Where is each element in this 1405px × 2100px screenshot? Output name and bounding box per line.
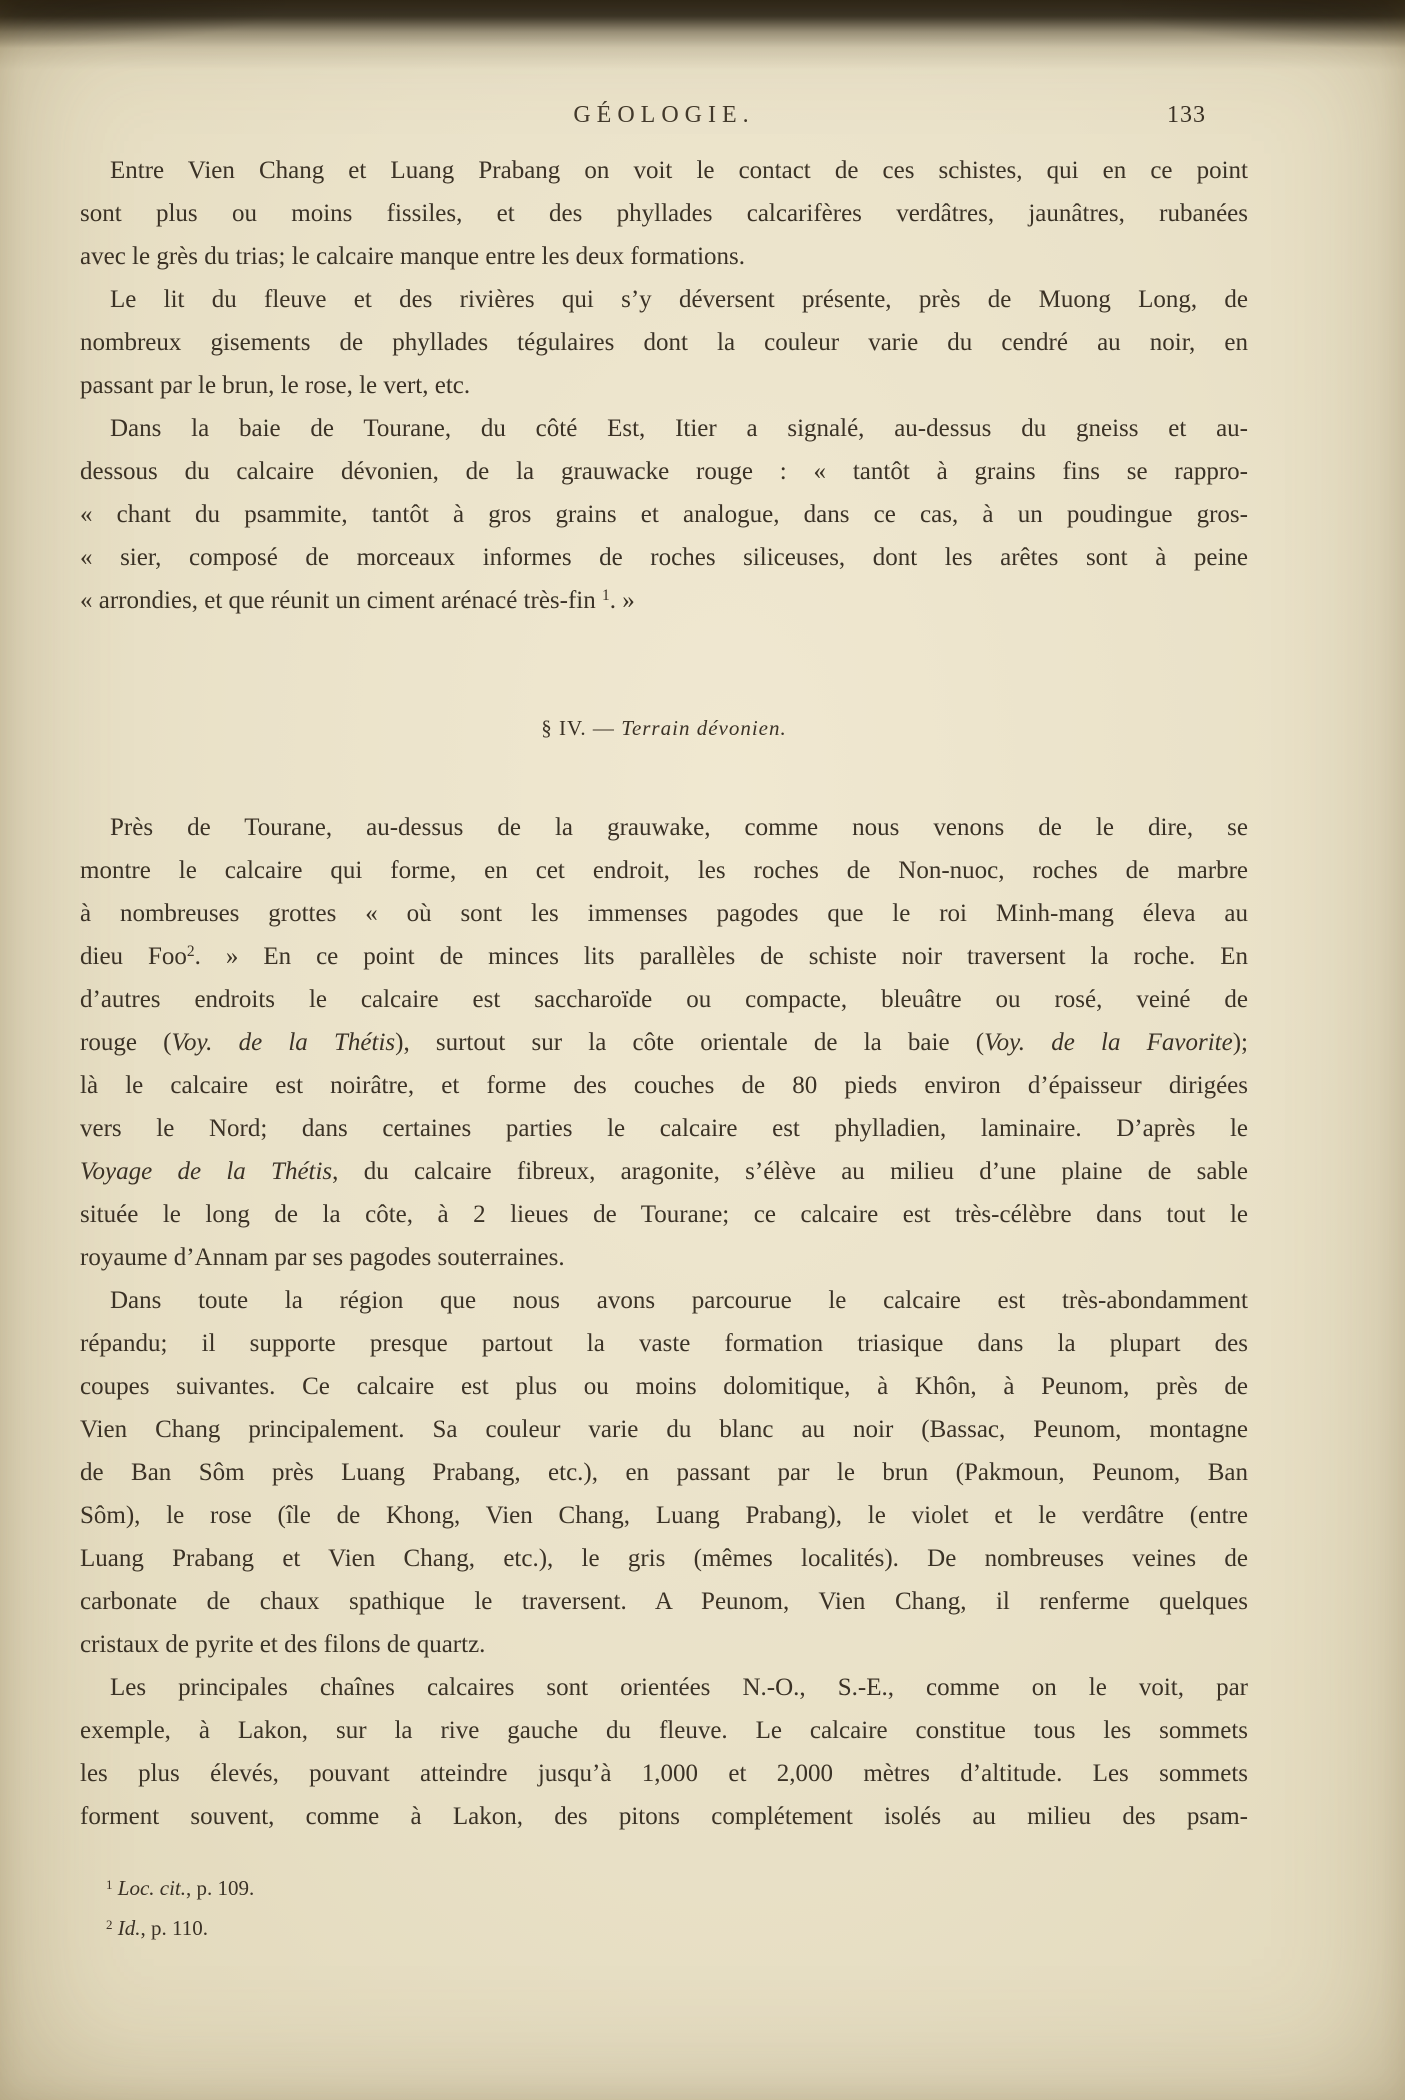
text-line: Les principales chaînes calcaires sont orientées N.-O., S.-E., comme on le voit, par [110,1674,1248,1701]
paragraph [80,278,1248,407]
text-line: là le calcaire est noirâtre, et forme des couches de 80 pieds environ d’épaisseur dirigées [80,1072,1248,1099]
page-header [80,102,1248,136]
text-line: répandu; il supporte presque partout la vaste formation triasique dans la plupart des [80,1330,1248,1357]
text-line: Le lit du fleuve et des rivières qui s’y déversent présente, près de Muong Long, de [110,286,1248,313]
text-line: d’autres endroits le calcaire est saccharoïde ou compacte, bleuâtre ou rosé, veiné de [80,986,1248,1013]
footnote: $^2$ Id., p. 110. [106,1916,208,1940]
footnote: $^1$ Loc. cit., p. 109. [106,1876,255,1900]
text-line: passant par le brun, le rose, le vert, etc. [80,372,471,399]
text-line: vers le Nord; dans certaines parties le calcaire est phylladien, laminaire. D’après le [80,1115,1248,1142]
text-line: Voyage de la Thétis, du calcaire fibreux, aragonite, s’élève au milieu d’une plaine de sable [80,1158,1248,1185]
text-line: « chant du psammite, tantôt à gros grains et analogue, dans ce cas, à un poudingue gros- [80,501,1248,528]
text-line: avec le grès du trias; le calcaire manque entre les deux formations. [80,243,745,270]
text-line: rouge (Voy. de la Thétis), surtout sur la côte orientale de la baie (Voy. de la Favorite); [80,1029,1248,1056]
text-line: cristaux de pyrite et des filons de quartz. [80,1631,486,1658]
text-line: « sier, composé de morceaux informes de roches siliceuses, dont les arêtes sont à peine [80,544,1248,571]
page-number: 133 [1167,102,1206,128]
text-line: les plus élevés, pouvant atteindre jusqu’à 1,000 et 2,000 mètres d’altitude. Les sommets [80,1760,1248,1787]
running-title: GÉOLOGIE. [573,102,755,128]
text-line: Dans la baie de Tourane, du côté Est, Itier a signalé, au-dessus du gneiss et au- [110,415,1248,442]
scan-edge-shadow [0,0,1405,80]
text-line: Dans toute la région que nous avons parcourue le calcaire est très-abondamment [110,1287,1248,1314]
text-line: exemple, à Lakon, sur la rive gauche du fleuve. Le calcaire constitue tous les sommets [80,1717,1248,1744]
text-line: dessous du calcaire dévonien, de la grauwacke rouge : « tantôt à grains fins se rappro- [80,458,1248,485]
footnote-marker: 2 [106,1916,113,1932]
section-heading [80,710,1248,746]
footnote-marker: 2 [186,943,195,961]
text-line: Entre Vien Chang et Luang Prabang on voit le contact de ces schistes, qui en ce point [110,157,1248,184]
text-line: Luang Prabang et Vien Chang, etc.), le gris (mêmes localités). De nombreuses veines de [80,1545,1248,1572]
text-line: forment souvent, comme à Lakon, des pitons complétement isolés au milieu des psam- [80,1803,1248,1830]
text-line: « arrondies, et que réunit un ciment arénacé très-fin $^1$. » [80,587,635,614]
text-column [80,149,1248,1838]
paragraph [80,407,1248,622]
text-line: Sôm), le rose (île de Khong, Vien Chang, Luang Prabang), le violet et le verdâtre (entre [80,1502,1248,1529]
paragraph [80,149,1248,278]
text-line: carbonate de chaux spathique le traversent. A Peunom, Vien Chang, il renferme quelques [80,1588,1248,1615]
text-line: sont plus ou moins fissiles, et des phyllades calcarifères verdâtres, jaunâtres, rubanées [80,200,1248,227]
footnote-marker: 1 [106,1876,113,1892]
paragraph [80,1666,1248,1838]
footnote-marker: 1 [602,587,610,605]
footnotes [80,1868,1248,1948]
text-line: coupes suivantes. Ce calcaire est plus ou moins dolomitique, à Khôn, à Peunom, près de [80,1373,1248,1400]
paragraph [80,806,1248,1279]
text-line: Vien Chang principalement. Sa couleur varie du blanc au noir (Bassac, Peunom, montagne [80,1416,1248,1443]
text-line: dieu Foo$^2$. » En ce point de minces lits parallèles de schiste noir traversent la roche. En [80,943,1249,970]
text-line: montre le calcaire qui forme, en cet endroit, les roches de Non-nuoc, roches de marbre [80,857,1248,884]
text-line: de Ban Sôm près Luang Prabang, etc.), en passant par le brun (Pakmoun, Peunom, Ban [80,1459,1248,1486]
text-line: Près de Tourane, au-dessus de la grauwake, comme nous venons de le dire, se [110,814,1248,841]
text-line: § IV. — Terrain dévonien. [541,716,787,740]
text-line: située le long de la côte, à 2 lieues de Tourane; ce calcaire est très-célèbre dans tout le [80,1201,1248,1228]
text-line: nombreux gisements de phyllades tégulaires dont la couleur varie du cendré au noir, en [80,329,1248,356]
text-line: royaume d’Annam par ses pagodes souterraines. [80,1244,565,1271]
text-line: à nombreuses grottes « où sont les immenses pagodes que le roi Minh-mang éleva au [80,900,1248,927]
paragraph [80,1279,1248,1666]
